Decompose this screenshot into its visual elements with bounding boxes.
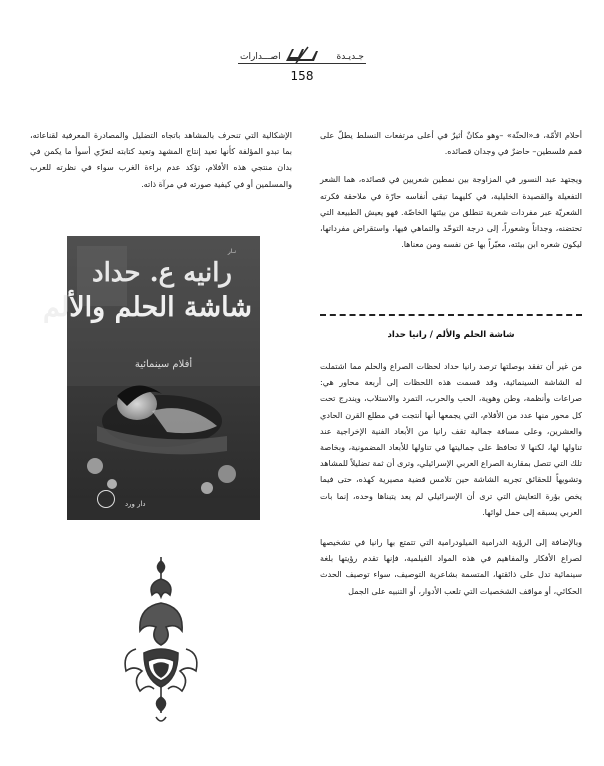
cover-subtitle: أفلام سينمائية: [134, 359, 193, 370]
page-number: 158: [290, 69, 314, 83]
book-cover-image: [43, 236, 260, 520]
publisher-logo-icon: [97, 490, 115, 508]
section-title: شاشة الحلم والألم / رانيا حداد: [387, 330, 515, 340]
right-column: [320, 127, 582, 264]
cover-title: شاشة الحلم والألم: [43, 292, 252, 323]
header-row: [238, 45, 366, 67]
cover-author: رانيه ع. حداد: [92, 258, 232, 288]
paragraph: من غير أن تفقد بوصلتها ترصد رانيا حداد لحظات الصراع والحلم مما اشتملت له الشاشة السينمائية، وقد قسمت هذه اللحظات إلى أربعة محاور هي: صراعات وأنظمة، وطن وهوية، الحب والحرب، التمرد والاستلاب، ويندرج تحت كل محور منها عدد من الأفلام، التي يجمعها أنها أنتجت في مطلع القرن الحادي والعشرين، وعلى مسافة جمالية تقف رانيا من الأبعاد الفنية الإخراجية عند تناولها لها، لكنها لا تحافظ على جماليتها في تناولها للأبعاد المضمونية، وبخاصة تلك التي تتصل بمقاربة الصراع العربي الإسرائيلي، وترى أن ثمة تضليلاً للمشاهد وتشويهاً للحقائق تجريه الشاشة حين تلامس قضية مصيرية كهذه، حتى فيما يخص بؤرة التعايش التي ترى أن الإسرائيلي لم يعد يتبناها وحده، إنما بات العربي يسبقه إلى حمل لوائها.: [320, 361, 582, 517]
page-header: [238, 45, 366, 85]
right-column-continued: [320, 358, 582, 613]
left-column: [30, 127, 292, 206]
header-left-text: اصـــدارات: [240, 52, 281, 62]
cover-series-label: نـار: [227, 248, 236, 255]
paragraph: أحلام الأمّة، فـ«الحنّة» –وهو مكانٌ أثيرٌ في أعلى مرتفعات النسلط يطلّ على قمم فلسطين– حاضرٌ في وجدان قصائده.: [320, 130, 582, 157]
cover-publisher: دار ورد: [125, 500, 146, 508]
decorative-ornament-icon: [118, 553, 204, 729]
section-divider: [320, 314, 582, 316]
paragraph: ويجتهد عبد النسور في المزاوجة بين نمطين شعريين في قصائده، هما الشعر التفعيلة والقصيدة الخليلية، في كليهما تبقى أنفاسه حارّة في ملاحقة فكرته الشعريّة عبر مفردات شعرية تنطلق من بيئتها الخاصّة. فهو يعيش الطبيعة التي تحتضنه، وجداناً وشعوراً، إلى درجة التوحّد والتماهي فيها، واستقراض مفرداتها، ليكون شعره ابن بيئته، معبّراً بها عن نفسه ومن معناها.: [320, 174, 582, 250]
paragraph: الإشكالية التي تنحرف بالمشاهد باتجاه التضليل والمصادرة المعرفية لقناعاته، بما تبدو المؤلفة كأنها تعيد إنتاج المشهد وتعيد كتابته لتعرّي أسوأ ما يكمن في بدان منتجي هذه الأفلام، تؤكد عدم براءة الغرب سواء في نظرته للعرب والمسلمين أو في كيفية صورته في مرآة ذاته.: [30, 130, 292, 189]
header-right-text: جـديـدة: [336, 52, 364, 62]
header-rule: [238, 63, 366, 64]
paragraph: وبالإضافة إلى الرؤية الدرامية الميلودرامية التي تتمتع بها رانيا في تشخيصها لصراع الأفكار والمفاهيم في هذه المواد الفيلمية، فإنها تقدم رؤيتها بلغة سينمائية تدل على ذائقتها، المتسمة بشاعرية التوصيف، سواء توصيف الحدث الحكائي، أو مواقف الشخصيات التي تلعب الأدوار، أو التنبيه على الجمل: [320, 537, 582, 596]
